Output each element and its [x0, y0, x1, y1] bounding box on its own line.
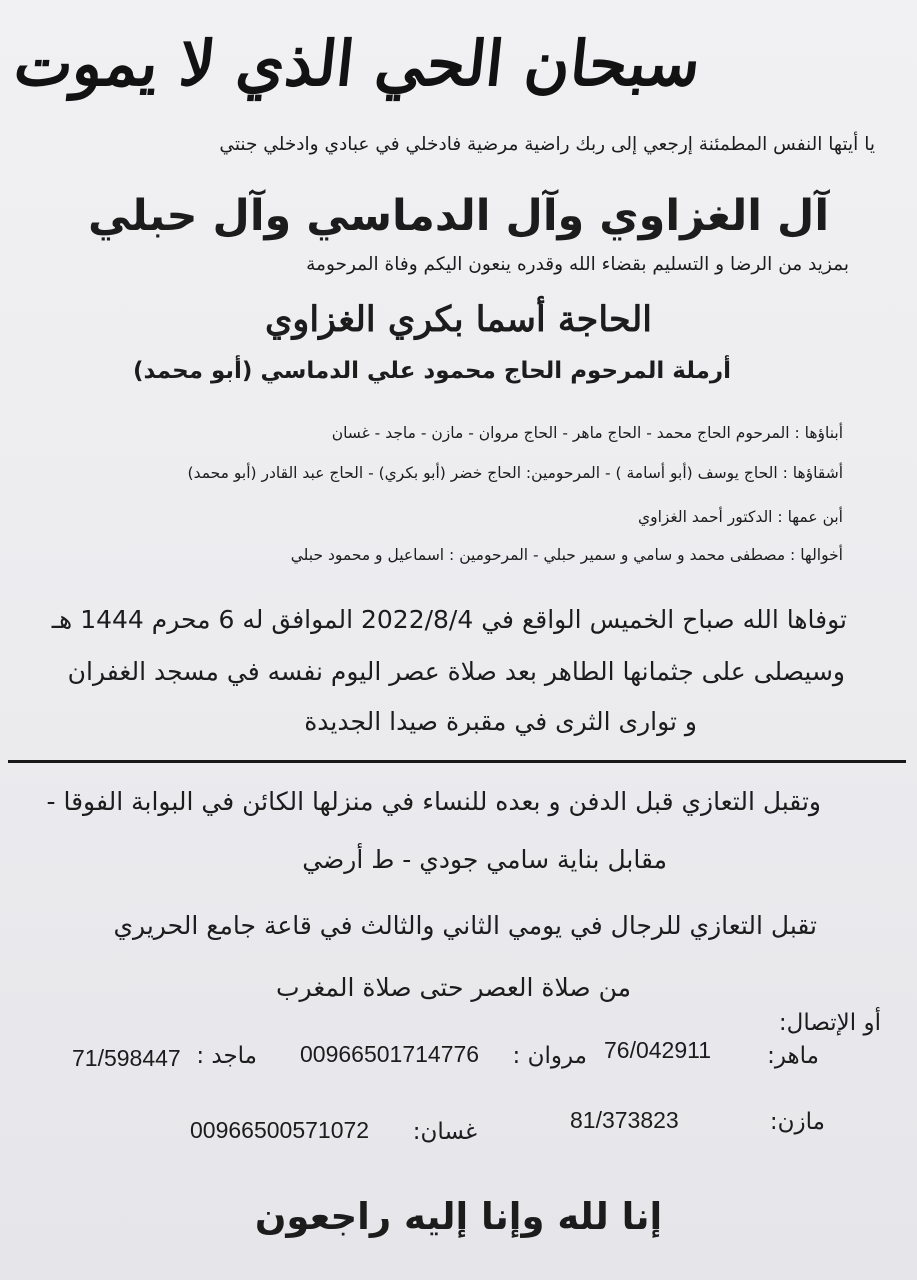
announcement-intro: بمزيد من الرضا و التسليم بقضاء الله وقدره ينعون اليكم وفاة المرحومة: [306, 254, 849, 275]
death-date-line: توفاها الله صباح الخميس الواقع في 2022/8/4 الموافق له 6 محرم 1444 هـ: [51, 605, 847, 634]
contact-name-mazen: مازن:: [769, 1109, 825, 1135]
contact-label: أو الإتصال:: [778, 1010, 881, 1036]
women-condolences-line: وتقبل التعازي قبل الدفن و بعده للنساء في منزلها الكائن في البوابة الفوقا -: [46, 787, 821, 816]
burial-line: و توارى الثرى في مقبرة صيدا الجديدة: [304, 707, 697, 736]
contact-name-maher: ماهر:: [767, 1043, 819, 1069]
relatives-uncles: أخوالها : مصطفى محمد و سامي و سمير حبلي - المرحومين : اسماعيل و محمود حبلي: [290, 546, 843, 564]
contact-number-marwan: 00966501714776: [300, 1041, 480, 1067]
men-condolences-time: من صلاة العصر حتى صلاة المغرب: [276, 973, 631, 1002]
contact-number-mazen: 81/373823: [570, 1107, 679, 1133]
section-divider: [8, 760, 906, 763]
relatives-brothers: أشقاؤها : الحاج يوسف (أبو أسامة ) - المرحومين: الحاج خضر (أبو بكري) - الحاج عبد القادر (أبو محمد): [187, 464, 843, 482]
relatives-cousin: أبن عمها : الدكتور أحمد الغزاوي: [637, 508, 843, 526]
families-title: آل الغزاوي وآل الدماسي وآل حبلي: [87, 191, 830, 241]
calligraphy-heading: سبحان الحي الذي لا يموت: [10, 27, 704, 100]
women-condolences-address: مقابل بناية سامي جودي - ط أرضي: [302, 845, 667, 874]
men-condolences-line: تقبل التعازي للرجال في يومي الثاني والثالث في قاعة جامع الحريري: [113, 911, 817, 940]
contact-name-majed: ماجد :: [196, 1043, 257, 1069]
prayer-line: وسيصلى على جثمانها الطاهر بعد صلاة عصر اليوم نفسه في مسجد الغفران: [67, 657, 845, 686]
widow-line: أرملة المرحوم الحاج محمود علي الدماسي (أبو محمد): [132, 358, 731, 384]
contact-number-majed: 71/598447: [72, 1045, 181, 1071]
contact-number-ghassan: 00966500571072: [190, 1117, 370, 1143]
closing-phrase: إنا لله وإنا إليه راجعون: [254, 1195, 663, 1238]
quran-verse: يا أيتها النفس المطمئنة إرجعي إلى ربك راضية مرضية فادخلي في عبادي وادخلي جنتي: [219, 134, 875, 155]
deceased-name: الحاجة أسما بكري الغزاوي: [265, 299, 652, 340]
contact-name-ghassan: غسان:: [412, 1119, 477, 1145]
relatives-sons: أبناؤها : المرحوم الحاج محمد - الحاج ماهر - الحاج مروان - مازن - ماجد - غسان: [331, 424, 843, 442]
contact-number-maher: 76/042911: [604, 1037, 712, 1063]
contact-name-marwan: مروان :: [512, 1043, 587, 1069]
